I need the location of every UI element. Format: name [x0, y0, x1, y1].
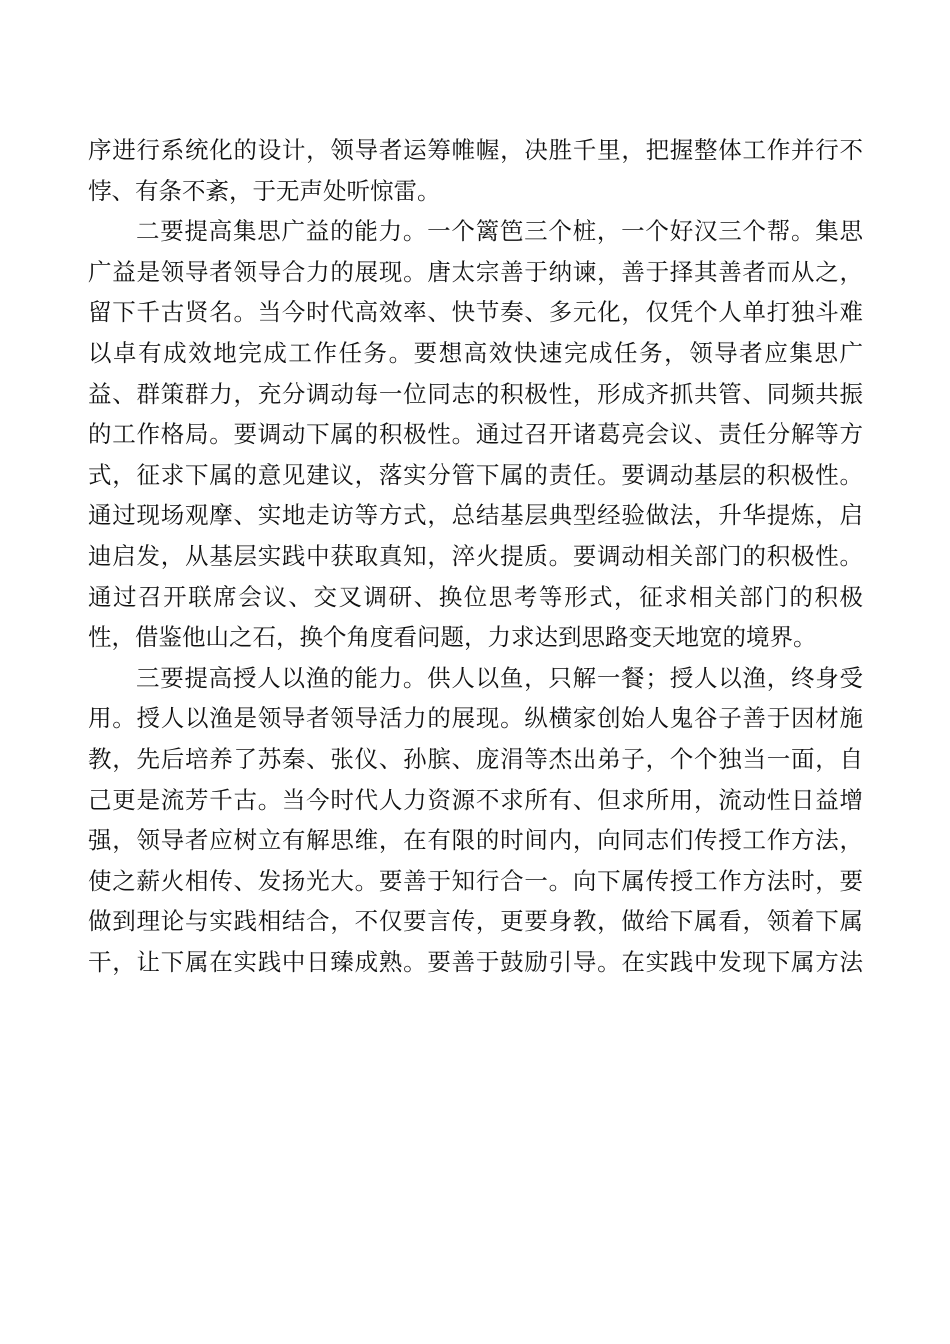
text-line: 使之薪火相传、发扬光大。要善于知行合一。向下属传授工作方法时，要: [88, 866, 863, 895]
text-line: 式，征求下属的意见建议，落实分管下属的责任。要调动基层的积极性。: [88, 460, 863, 489]
paragraph-1: [88, 130, 863, 211]
text-line: 通过现场观摩、实地走访等方式，总结基层典型经验做法，升华提炼，启: [88, 501, 863, 530]
text-line: 强，领导者应树立有解思维，在有限的时间内，向同志们传授工作方法，: [88, 826, 863, 855]
text-line: 迪启发，从基层实践中获取真知，淬火提质。要调动相关部门的积极性。: [88, 541, 863, 570]
text-line: 悖、有条不紊，于无声处听惊雷。: [88, 176, 441, 205]
text-line: 益、群策群力，充分调动每一位同志的积极性，形成齐抓共管、同频共振: [88, 379, 863, 408]
text-line: 二要提高集思广益的能力。一个篱笆三个桩，一个好汉三个帮。集思: [136, 217, 863, 246]
text-line: 己更是流芳千古。当今时代人力资源不求所有、但求所用，流动性日益增: [88, 785, 863, 814]
text-line: 的工作格局。要调动下属的积极性。通过召开诸葛亮会议、责任分解等方: [88, 420, 863, 449]
text-line: 留下千古贤名。当今时代高效率、快节奏、多元化，仅凭个人单打独斗难: [88, 298, 863, 327]
text-line: 三要提高授人以渔的能力。供人以鱼，只解一餐；授人以渔，终身受: [136, 663, 863, 692]
text-line: 做到理论与实践相结合，不仅要言传，更要身教，做给下属看，领着下属: [88, 907, 863, 936]
text-line: 序进行系统化的设计，领导者运筹帷幄，决胜千里，把握整体工作并行不: [88, 136, 863, 164]
document-page: [88, 130, 863, 982]
text-line: 性，借鉴他山之石，换个角度看问题，力求达到思路变天地宽的境界。: [88, 623, 817, 652]
paragraph-3: [88, 658, 863, 983]
text-line: 教，先后培养了苏秦、张仪、孙膑、庞涓等杰出弟子，个个独当一面，自: [88, 744, 863, 773]
text-line: 用。授人以渔是领导者领导活力的展现。纵横家创始人鬼谷子善于因材施: [88, 704, 863, 733]
text-line: 以卓有成效地完成工作任务。要想高效快速完成任务，领导者应集思广: [88, 338, 863, 367]
paragraph-2: [88, 211, 863, 658]
text-line: 干，让下属在实践中日臻成熟。要善于鼓励引导。在实践中发现下属方法: [88, 947, 863, 976]
text-line: 广益是领导者领导合力的展现。唐太宗善于纳谏，善于择其善者而从之，: [88, 257, 863, 286]
text-line: 通过召开联席会议、交叉调研、换位思考等形式，征求相关部门的积极: [88, 582, 863, 611]
